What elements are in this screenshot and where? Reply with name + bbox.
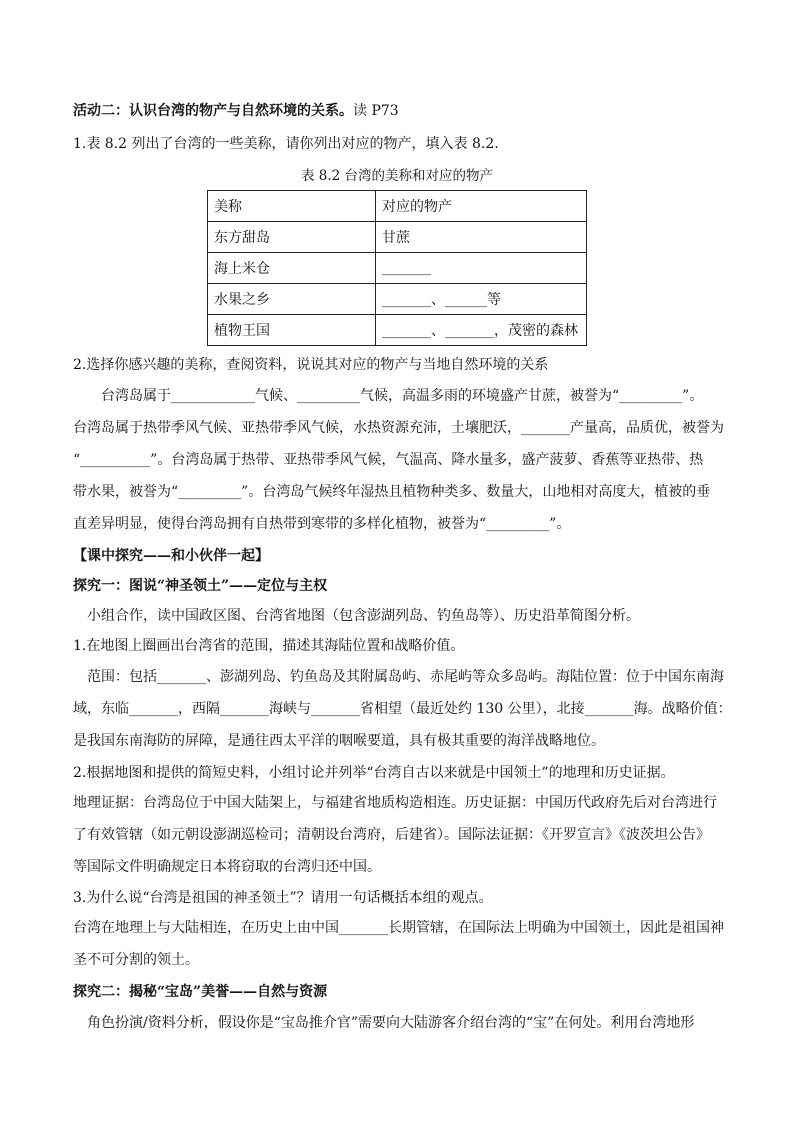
activity2-heading [73,101,399,121]
paragraph-line: 圣不可分割的领土。 [73,952,199,968]
paragraph-line: 范围：包括_______、澎湖列岛、钓鱼岛及其附属岛屿、赤尾屿等众多岛屿。海陆位置：位于中国东南海 [87,669,724,685]
paragraph-line: 带水果，被誉为“_________”。台湾岛气候终年湿热且植物种类多、数量大，山地相对高度大，植被的垂 [73,484,711,500]
table-cell: _______、_______，茂密的森林 [376,315,587,346]
paragraph-line: 直差异明显，使得台湾岛拥有自热带到寒带的多样化植物，被誉为“_________”。 [73,516,571,532]
activity2-heading-tail: 读 P73 [353,103,399,119]
table-cell: 东方甜岛 [208,222,376,253]
table-cell: _______ [376,253,587,284]
table-row [208,222,587,253]
table-header-row [208,191,587,222]
table-cell: 海上米仓 [208,253,376,284]
activity2-question1: 1.表 8.2 列出了台湾的一些美称，请你列出对应的物产，填入表 8.2. [73,136,499,152]
paragraph-line: 台湾岛属于热带季风气候、亚热带季风气候，水热资源充沛，土壤肥沃，_______产量高，品质优，被誉为 [73,420,724,436]
paragraph-line: 等国际文件明确规定日本将窃取的台湾归还中国。 [73,859,381,875]
activity2-question2: 2.选择你感兴趣的美称，查阅资料，说说其对应的物产与当地自然环境的关系 [73,357,549,373]
table-cell: 甘蔗 [376,222,587,253]
inquiry-section-heading: 【课中探究——和小伙伴一起】 [73,548,269,564]
inquiry1-title: 探究一：图说“神圣领土”——定位与主权 [73,578,328,594]
inquiry1-question1: 1.在地图上圈画出台湾省的范围，描述其海陆位置和战略价值。 [73,638,465,654]
paragraph-line: “__________”。台湾岛属于热带、亚热带季风气候，气温高、降水量多，盛产菠萝、香蕉等亚热带、热 [73,452,704,468]
nicknames-table [207,190,587,346]
paragraph-line: 台湾岛属于____________气候、_________气候，高温多雨的环境盛产甘蔗，被誉为“_________”。 [101,388,704,404]
paragraph-line: 台湾在地理上与大陆相连，在历史上由中国_______长期管辖，在国际法上明确为中国领土，因此是祖国神 [73,920,724,936]
paragraph-line: 是我国东南海防的屏障，是通往西太平洋的咽喉要道，具有极其重要的海洋战略地位。 [73,733,605,749]
inquiry2-intro: 角色扮演/资料分析，假设你是“宝岛推介官”需要向大陆游客介绍台湾的“宝”在何处。利用台湾地形 [87,1015,695,1031]
table-header-cell: 美称 [208,191,376,222]
paragraph-line: 地理证据：台湾岛位于中国大陆架上，与福建省地质构造相连。历史证据：中国历代政府先后对台湾进行 [73,795,717,811]
table-cell: 水果之乡 [208,284,376,315]
inquiry1-intro: 小组合作，读中国政区图、台湾省地图（包含澎湖列岛、钓鱼岛等）、历史沿革简图分析。 [87,608,640,624]
inquiry1-question2: 2.根据地图和提供的简短史料，小组讨论并列举“台湾自古以来就是中国领土”的地理和历史证据。 [73,765,675,781]
table-caption: 表 8.2 台湾的美称和对应的物产 [300,168,494,184]
inquiry1-question3: 3.为什么说“台湾是祖国的神圣领土”？请用一句话概括本组的观点。 [73,890,493,906]
table-row [208,253,587,284]
paragraph-line: 了有效管辖（如元朝设澎湖巡检司；清朝设台湾府，后建省）。国际法证据：《开罗宣言》《波茨坦公告》 [73,827,710,843]
table-row [208,284,587,315]
paragraph-line: 域，东临_______，西隔_______海峡与_______省相望（最近处约 130 公里），北接_______海。战略价值： [73,701,732,717]
table-header-cell: 对应的物产 [376,191,587,222]
inquiry2-title: 探究二：揭秘“宝岛”美誉——自然与资源 [73,984,328,1000]
table-cell: _______、______等 [376,284,587,315]
table-cell: 植物王国 [208,315,376,346]
table-row [208,315,587,346]
activity2-heading-bold: 活动二：认识台湾的物产与自然环境的关系。 [73,103,353,119]
